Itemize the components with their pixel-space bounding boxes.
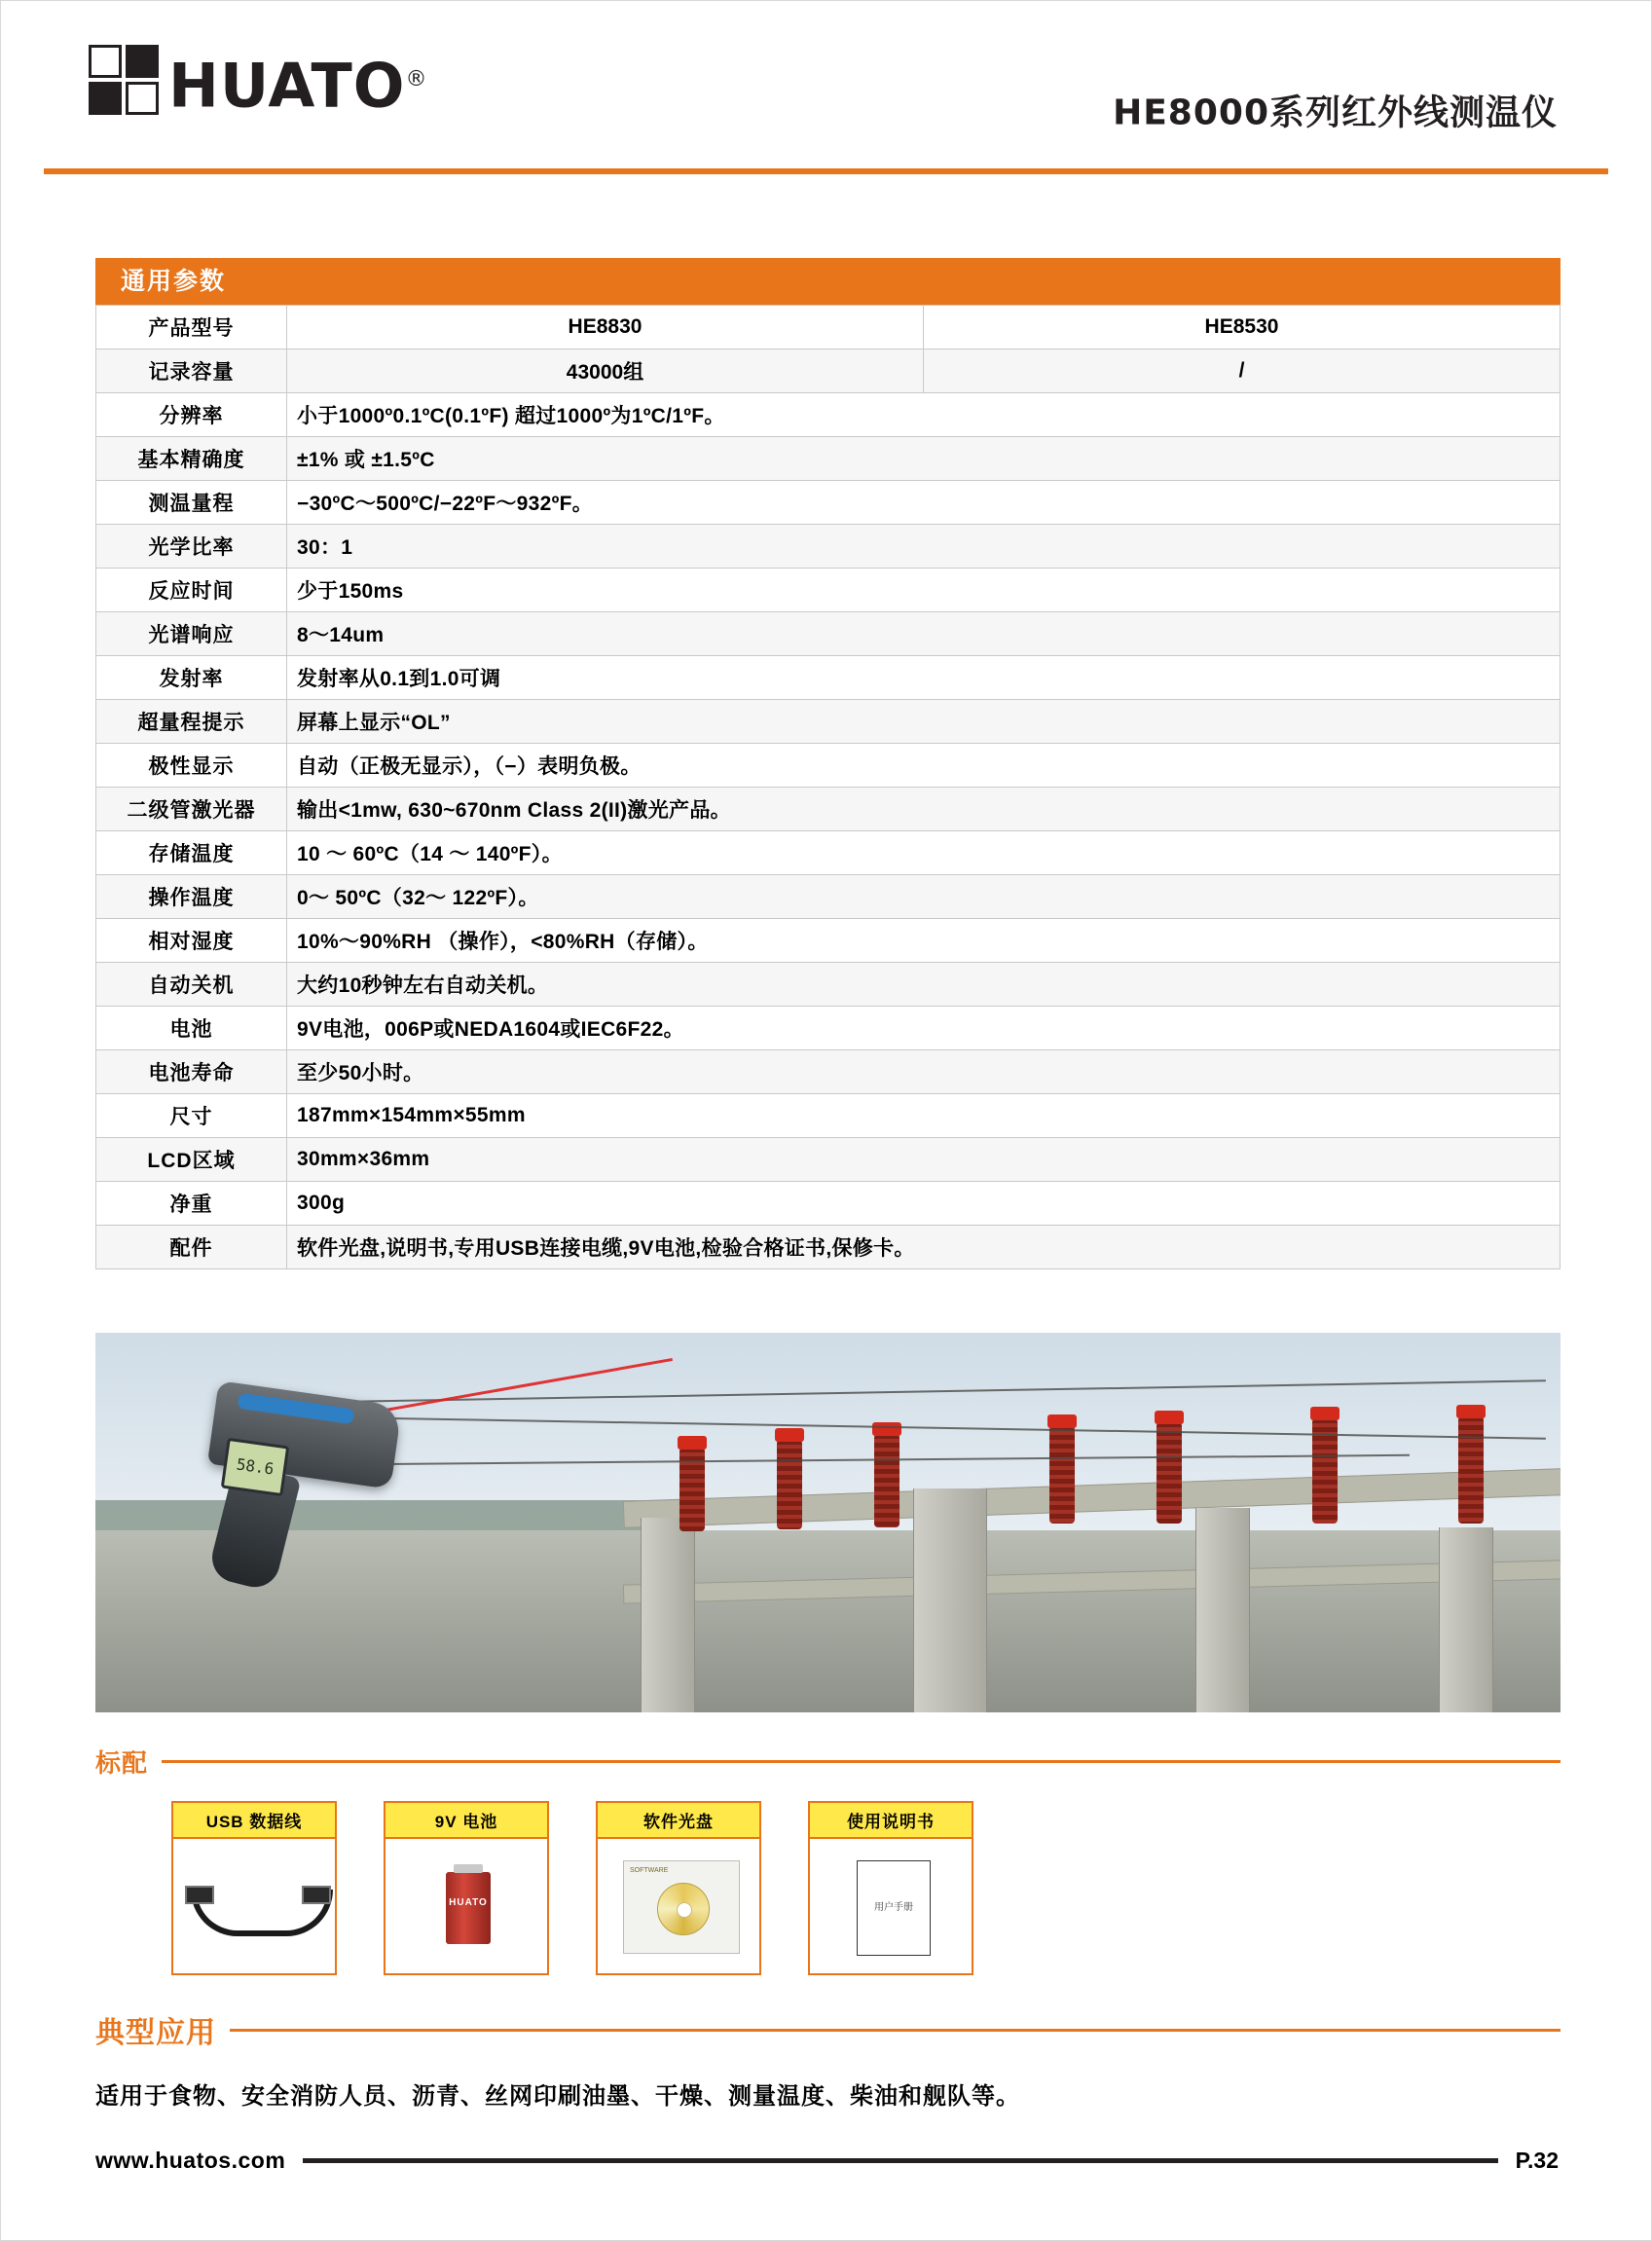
table-row (96, 831, 1560, 875)
spec-label: 自动关机 (96, 963, 287, 1007)
photo-insulator-cap (678, 1436, 707, 1450)
standard-section-header (95, 1744, 1560, 1780)
accessory-caption: 9V 电池 (384, 1801, 549, 1837)
spec-value: 30mm×36mm (287, 1138, 1560, 1182)
accessory-image (808, 1837, 973, 1975)
standard-accessories-section (95, 1744, 1560, 1975)
spec-value: 10 ～ 60ºC（14 ～ 140ºF）。 (287, 831, 1560, 875)
table-row (96, 612, 1560, 656)
cd-label-text: SOFTWARE (630, 1867, 669, 1874)
table-row (96, 744, 1560, 788)
photo-pillar (1439, 1527, 1493, 1712)
spec-value: 10%～90%RH （操作），<80%RH（存储）。 (287, 919, 1560, 963)
photo-insulator-cap (1155, 1411, 1184, 1424)
accessory-card-cd (596, 1801, 761, 1975)
spec-label: 产品型号 (96, 306, 287, 349)
spec-label: 超量程提示 (96, 700, 287, 744)
usb-plug-icon (302, 1886, 331, 1904)
table-row (96, 525, 1560, 569)
photo-insulator (1458, 1416, 1484, 1524)
accessory-caption: 软件光盘 (596, 1801, 761, 1837)
spec-value-he8830: HE8830 (287, 306, 924, 349)
usb-plug-icon (185, 1886, 214, 1904)
accessory-card-battery (384, 1801, 549, 1975)
footer-divider (303, 2158, 1497, 2163)
spec-label: 配件 (96, 1226, 287, 1269)
brand-logo (89, 45, 428, 122)
photo-insulator (1156, 1422, 1182, 1524)
spec-value: 小于1000º0.1ºC(0.1ºF) 超过1000º为1ºC/1ºF。 (287, 393, 1560, 437)
spec-value: 0～ 50ºC（32～ 122ºF）。 (287, 875, 1560, 919)
spec-value: 少于150ms (287, 569, 1560, 612)
spec-label: 分辨率 (96, 393, 287, 437)
logo-square-br (126, 82, 159, 115)
application-section-title: 典型应用 (95, 2017, 216, 2049)
photo-insulator-cap (1310, 1407, 1340, 1420)
spec-value: −30ºC～500ºC/−22ºF～932ºF。 (287, 481, 1560, 525)
photo-ground (95, 1530, 1560, 1712)
photo-insulator (777, 1440, 802, 1529)
registered-mark: ® (405, 67, 428, 92)
page-number: P.32 (1515, 2148, 1559, 2173)
manual-icon (857, 1860, 931, 1956)
accessory-card-manual (808, 1801, 973, 1975)
accessory-card-usb (171, 1801, 337, 1975)
table-row (96, 919, 1560, 963)
spec-value: 至少50小时。 (287, 1050, 1560, 1094)
page-header (1, 1, 1651, 174)
spec-label: 光学比率 (96, 525, 287, 569)
spec-label: 测温量程 (96, 481, 287, 525)
table-row (96, 875, 1560, 919)
table-row (96, 1050, 1560, 1094)
spec-value: 软件光盘,说明书,专用USB连接电缆,9V电池,检验合格证书,保修卡。 (287, 1226, 1560, 1269)
photo-pillar (641, 1518, 695, 1712)
header-divider (44, 168, 1608, 174)
accessory-image (596, 1837, 761, 1975)
spec-label: 相对湿度 (96, 919, 287, 963)
logo-square-tl (89, 45, 122, 78)
spec-value: 大约10秒钟左右自动关机。 (287, 963, 1560, 1007)
spec-label: 存储温度 (96, 831, 287, 875)
spec-label: 反应时间 (96, 569, 287, 612)
photo-pillar (913, 1488, 987, 1712)
spec-value-he8530: HE8530 (924, 306, 1560, 349)
table-row (96, 963, 1560, 1007)
spec-value: 187mm×154mm×55mm (287, 1094, 1560, 1138)
table-row (96, 700, 1560, 744)
spec-value: 输出<1mw, 630~670nm Class 2(II)激光产品。 (287, 788, 1560, 831)
photo-insulator (874, 1434, 899, 1527)
spec-label: 光谱响应 (96, 612, 287, 656)
page-footer (95, 2148, 1559, 2174)
spec-value-he8830: 43000组 (287, 349, 924, 393)
table-row (96, 393, 1560, 437)
application-section-header (95, 2008, 1560, 2051)
accessories-row (95, 1801, 1560, 1975)
accessory-image (171, 1837, 337, 1975)
table-row (96, 569, 1560, 612)
spec-label: 操作温度 (96, 875, 287, 919)
photo-insulator (1049, 1426, 1075, 1524)
photo-insulator-cap (1047, 1414, 1077, 1428)
table-row (96, 1094, 1560, 1138)
cd-case-icon (623, 1860, 740, 1954)
spec-value: 屏幕上显示“OL” (287, 700, 1560, 744)
spec-table (95, 305, 1560, 1269)
table-row (96, 437, 1560, 481)
spec-label: 极性显示 (96, 744, 287, 788)
photo-insulator-cap (872, 1422, 901, 1436)
spec-section (95, 258, 1560, 1269)
spec-label: 尺寸 (96, 1094, 287, 1138)
photo-pillar (1195, 1508, 1250, 1712)
spec-value: 自动（正极无显示），（−）表明负极。 (287, 744, 1560, 788)
table-row (96, 306, 1560, 349)
product-photo (95, 1333, 1560, 1712)
photo-insulator-cap (775, 1428, 804, 1442)
spec-label: 发射率 (96, 656, 287, 700)
footer-row (95, 2148, 1559, 2174)
table-row (96, 788, 1560, 831)
battery-label: HUATO (449, 1897, 488, 1908)
table-row (96, 481, 1560, 525)
cd-disc-icon (657, 1883, 710, 1935)
typical-application-section (95, 2008, 1560, 2111)
spec-value-he8530: / (924, 349, 1560, 393)
huato-logo-icon (89, 45, 159, 115)
manual-cover-text: 用户手册 (874, 1902, 913, 1913)
spec-label: 二级管激光器 (96, 788, 287, 831)
table-row (96, 656, 1560, 700)
accessory-caption: 使用说明书 (808, 1801, 973, 1837)
brand-name (168, 45, 428, 122)
standard-section-divider (162, 1760, 1560, 1763)
page-title: HE8000系列红外线测温仪 (1113, 92, 1558, 133)
spec-label: LCD区域 (96, 1138, 287, 1182)
photo-insulator-cap (1456, 1405, 1486, 1418)
application-section-divider (230, 2029, 1560, 2032)
thermometer-display: 58.6 (221, 1438, 290, 1496)
spec-label: 记录容量 (96, 349, 287, 393)
spec-label: 电池 (96, 1007, 287, 1050)
logo-square-tr (126, 45, 159, 78)
application-text: 适用于食物、安全消防人员、沥青、丝网印刷油墨、干燥、测量温度、柴油和舰队等。 (95, 2083, 1020, 2110)
spec-value: ±1% 或 ±1.5ºC (287, 437, 1560, 481)
spec-label: 基本精确度 (96, 437, 287, 481)
table-row (96, 1182, 1560, 1226)
spec-section-title: 通用参数 (95, 258, 1560, 305)
spec-label: 电池寿命 (96, 1050, 287, 1094)
table-row (96, 1226, 1560, 1269)
accessory-image (384, 1837, 549, 1975)
table-row (96, 349, 1560, 393)
footer-website[interactable]: www.huatos.com (95, 2148, 286, 2173)
accessory-caption: USB 数据线 (171, 1801, 337, 1837)
spec-value: 30：1 (287, 525, 1560, 569)
battery-icon (446, 1872, 491, 1944)
table-row (96, 1138, 1560, 1182)
spec-label: 净重 (96, 1182, 287, 1226)
spec-value: 发射率从0.1到1.0可调 (287, 656, 1560, 700)
spec-value: 8～14um (287, 612, 1560, 656)
spec-value: 300g (287, 1182, 1560, 1226)
table-row (96, 1007, 1560, 1050)
standard-section-title: 标配 (95, 1748, 149, 1778)
spec-value: 9V电池，006P或NEDA1604或IEC6F22。 (287, 1007, 1560, 1050)
logo-square-bl (89, 82, 122, 115)
brand-name-text: HUATO (168, 50, 406, 122)
